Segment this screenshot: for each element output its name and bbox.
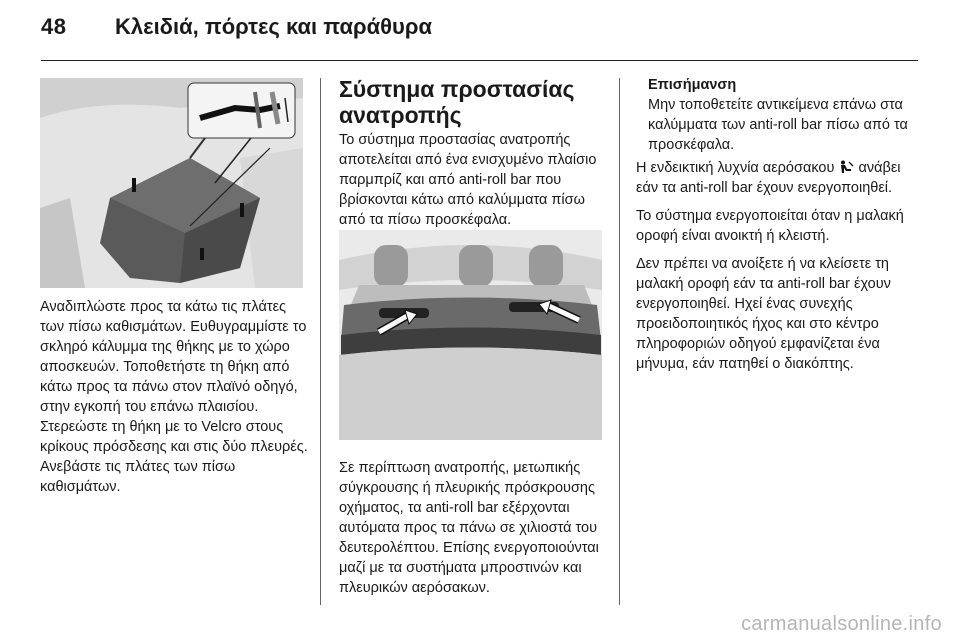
- note-text: Μην τοποθετείτε αντικείμενα επάνω στα καλύμματα των anti-roll bar πίσω από τα προσκέφαλα.: [648, 97, 908, 153]
- right-paragraphs: [636, 158, 908, 382]
- header-rule: [41, 60, 918, 61]
- note-block: [648, 75, 908, 155]
- chapter-title: Κλειδιά, πόρτες και παράθυρα: [115, 14, 432, 39]
- airbag-indicator-paragraph: [636, 158, 908, 198]
- middle-intro: Το σύστημα προστασίας ανατροπής αποτελείται από ένα ενισχυμένο πλαίσιο παρμπρίζ και από anti-roll bar που βρίσκονται κάτω από καλύμματα πίσω από τα πίσω προσκέφαλα.: [339, 132, 597, 228]
- airbag-indicator-text-after: ανάβει εάν τα anti-roll bar έχουν ενεργοποιηθεί.: [636, 160, 901, 196]
- soft-top-warning-paragraph: Δεν πρέπει να ανοίξετε ή να κλείσετε τη μαλακή οροφή εάν τα anti-roll bar έχουν ενεργοποιηθεί. Ηχεί ένας συνεχής προειδοποιητικός ήχος και στο κέντρο πληροφοριών οδηγού εμφανίζεται ένα μήνυμα, εάν πατηθεί ο διακόπτης.: [636, 256, 891, 372]
- cargo-cover-illustration: [40, 78, 303, 288]
- page-number: 48: [41, 14, 67, 39]
- column-divider-left: [320, 78, 321, 605]
- airbag-indicator-text-before: Η ενδεικτική λυχνία αερόσακου: [636, 160, 835, 176]
- convertible-interior-illustration: [339, 230, 602, 440]
- section-heading: Σύστημα προστασίας ανατροπής: [339, 76, 575, 128]
- column-divider-right: [619, 78, 620, 605]
- middle-body: Σε περίπτωση ανατροπής, μετωπικής σύγκρουσης ή πλευρικής πρόσκρουσης οχήματος, τα anti-roll bar εξέρχονται αυτόματα προς τα πάνω σε χιλιοστά του δευτερολέπτου. Επίσης ενεργοποιούνται μαζί με τα συστήματα μπροστινών και πλευρικών αερόσακων.: [339, 460, 599, 596]
- airbag-warning-icon: [838, 160, 854, 174]
- rollover-bars-figure: [339, 230, 602, 440]
- system-activation-paragraph: Το σύστημα ενεργοποιείται όταν η μαλακή οροφή είναι ανοικτή ή κλειστή.: [636, 208, 904, 244]
- watermark: carmanualsonline.info: [741, 613, 942, 635]
- cargo-cover-figure: [40, 78, 303, 288]
- note-title: Επισήμανση: [648, 77, 737, 93]
- left-paragraph: Αναδιπλώστε προς τα κάτω τις πλάτες των πίσω καθισμάτων. Ευθυγραμμίστε το σκληρό κάλυμμα της θήκης με το χώρο αποσκευών. Τοποθετήστε τη θήκη από κάτω προς τα πάνω στον πλαϊνό οδηγό, στην εγκοπή του επάνω πλαισίου. Στερεώστε τη θήκη με το Velcro στους κρίκους πρόσδεσης και στις δύο πλευρές. Ανεβάστε τις πλάτες των πίσω καθισμάτων.: [40, 299, 308, 495]
